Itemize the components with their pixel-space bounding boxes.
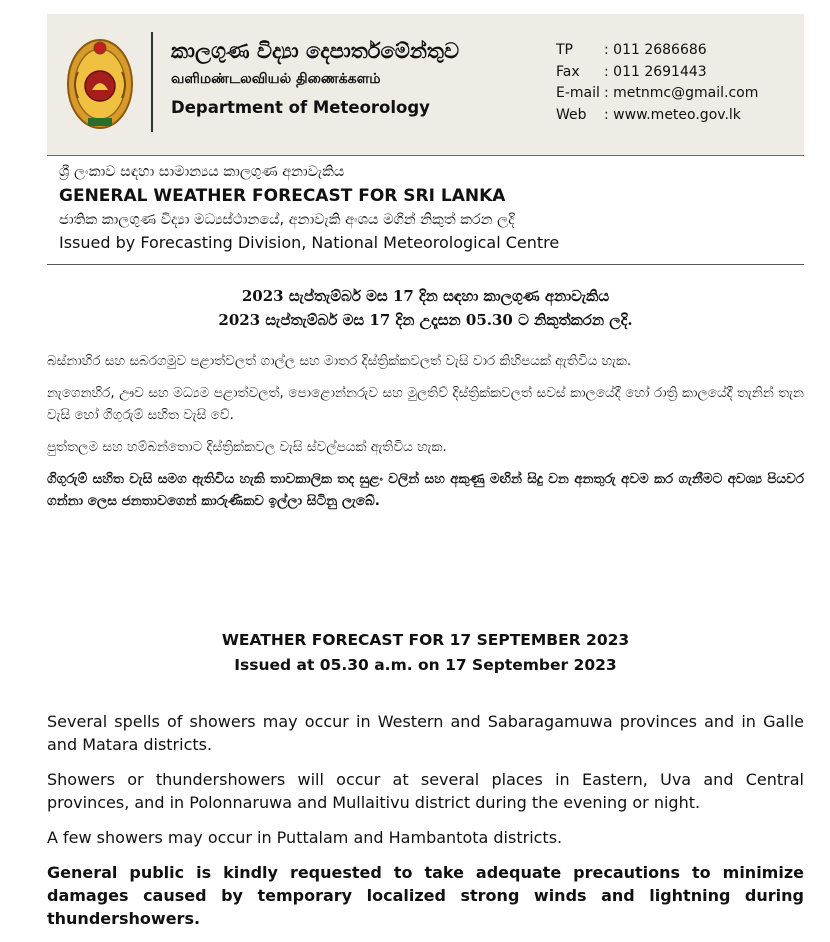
english-paragraph: Showers or thundershowers will occur at several places in Eastern, Uva and Central provinces, and in Polonnaruwa and Mullaitivu district during the evening or night.	[47, 770, 804, 812]
contact-label: E-mail	[556, 85, 600, 101]
english-paragraph: A few showers may occur in Puttalam and Hambantota districts.	[47, 828, 563, 847]
contact-email	[556, 83, 758, 105]
english-forecast-body	[47, 710, 804, 942]
contact-label: Fax	[556, 63, 580, 80]
english-warning: General public is kindly requested to take adequate precautions to minimize damages caused by temporary localized strong winds and lightning during thundershowers.	[47, 863, 804, 928]
sri-lanka-emblem-icon	[66, 32, 134, 136]
title-english: GENERAL WEATHER FORECAST FOR SRI LANKA	[59, 186, 506, 206]
contact-value: : 011 2691443	[604, 63, 707, 80]
issued-by-english: Issued by Forecasting Division, National Meteorological Centre	[59, 233, 560, 252]
sinhala-paragraph: බස්නාහිර සහ සබරගමුව පළාත්වලත් ගාල්ල සහ මාතර දිස්ත්‍රික්කවලත් වැසි වාර කිහිපයක් ඇතිවිය හැක.	[47, 353, 632, 369]
contact-info	[556, 40, 758, 126]
contact-value: : 011 2686686	[604, 42, 707, 58]
sinhala-heading-line1: 2023 සැප්තැම්බර් මස 17 දින සඳහා කාලගුණ අනාවැකිය	[241, 287, 610, 305]
english-forecast-heading	[47, 628, 804, 678]
title-sinhala: ශ්‍රී ලංකාව සඳහා සාමාන්‍යය කාලගුණ අනාවැකිය	[59, 164, 345, 180]
sinhala-warning: ගිගුරුම් සහිත වැසි සමග ඇතිවිය හැකි තාවකාලික තද සුළං වලින් සහ අකුණු මඟින් සිදු වන අනතුරු අවම කර ගැනීමට අවශ්‍ය පියවර ගන්නා ලෙස ජනතාවගෙන් කාරුණිකව ඉල්ලා සිටිනු ලැබේ.	[47, 471, 804, 509]
sinhala-heading-line2: 2023 සැප්තැම්බර් මස 17 දින උදෑසන 05.30 ට නිකුත්කරන ලදි.	[218, 311, 633, 329]
sinhala-forecast-body	[47, 350, 804, 522]
contact-label: Web	[556, 106, 587, 123]
header-divider	[151, 32, 153, 132]
english-paragraph: Several spells of showers may occur in Western and Sabaragamuwa provinces and in Galle and Matara districts.	[47, 712, 804, 754]
org-name-sinhala: කාලගුණ විද්‍යා දෙපාර්තමේන්තුව	[171, 39, 460, 63]
contact-value: : www.meteo.gov.lk	[604, 106, 741, 123]
contact-tp	[556, 40, 758, 62]
contact-web	[556, 105, 758, 127]
organization-names	[171, 36, 459, 122]
sinhala-paragraph: නැගෙනහිර, ඌව සහ මධ්‍යම පළාත්වලත්, පොළොන්නරුව සහ මුලතිව් දිස්ත්‍රික්කවලත් සවස් කාලයේදී හෝ රාත්‍රි කාලයේදී තැනින් තැන වැසි හෝ ගිගුරුම් සහිත වැසි වේ.	[47, 385, 804, 423]
sinhala-forecast-heading	[47, 284, 804, 332]
org-name-english: Department of Meteorology	[171, 98, 430, 117]
section-divider	[47, 264, 804, 265]
english-heading-line2: Issued at 05.30 a.m. on 17 September 2023	[234, 656, 617, 674]
sinhala-paragraph: පුත්තලම සහ හම්බන්තොට දිස්ත්‍රික්කවල වැසි ස්වල්පයක් ඇතිවිය හැක.	[47, 439, 447, 455]
contact-value: : metnmc@gmail.com	[604, 85, 759, 101]
org-name-tamil: வளிமண்டலவியல் திணைக்களம்	[171, 71, 381, 87]
letterhead	[47, 14, 804, 156]
contact-fax	[556, 62, 758, 84]
contact-label: TP	[556, 42, 573, 58]
english-heading-line1: WEATHER FORECAST FOR 17 SEPTEMBER 2023	[221, 631, 630, 649]
forecast-subheader	[59, 161, 804, 255]
issued-by-sinhala: ජාතික කාලගුණ විද්‍යා මධ්‍යස්ථානයේ, අනාවැකි අංශය මගින් නිකුත් කරන ලදි	[59, 212, 515, 228]
